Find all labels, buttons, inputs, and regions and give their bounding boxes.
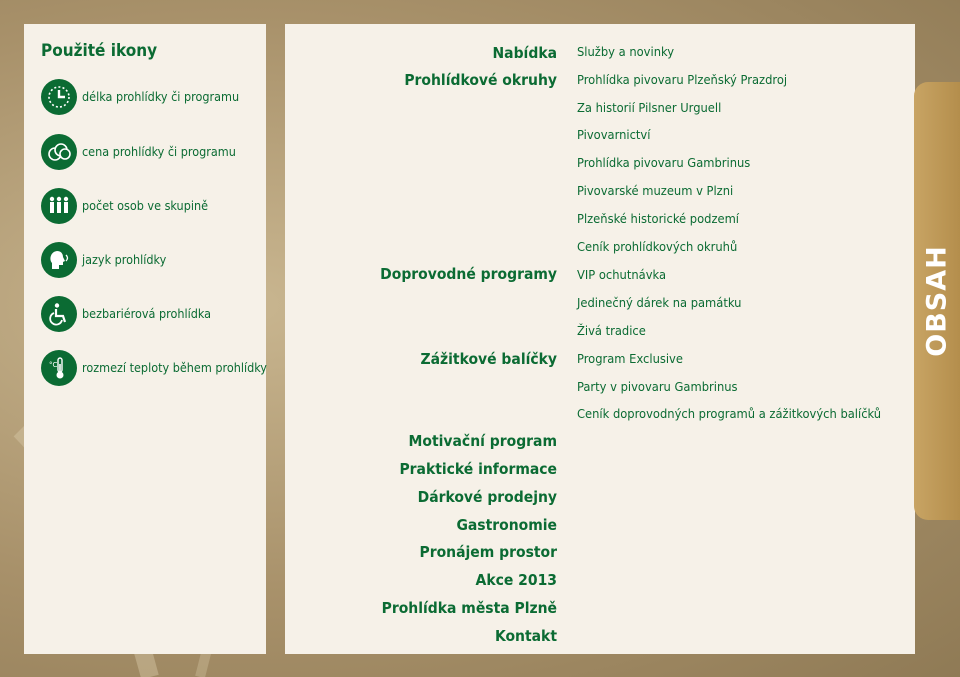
contents-item[interactable]: Pivovarnictví: [577, 128, 651, 143]
legend-item: [41, 188, 261, 228]
legend-item: [41, 134, 261, 174]
section-nabidka[interactable]: Nabídka: [492, 44, 557, 62]
contents-item[interactable]: Ceník prohlídkových okruhů: [577, 240, 738, 255]
contents-item[interactable]: Služby a novinky: [577, 45, 675, 60]
coins-icon: [41, 134, 77, 170]
section-akce[interactable]: Akce 2013: [475, 571, 557, 589]
section-zazitkove-balicky[interactable]: Zážitkové balíčky: [420, 350, 557, 368]
legend-label: počet osob ve skupině: [82, 198, 209, 213]
section-prohlidkove-okruhy[interactable]: Prohlídkové okruhy: [404, 71, 557, 89]
section-prohlidka-mesta[interactable]: Prohlídka města Plzně: [381, 599, 557, 617]
legend-item: [41, 350, 267, 390]
contents-item[interactable]: Prohlídka pivovaru Gambrinus: [577, 156, 751, 171]
contents-item[interactable]: VIP ochutnávka: [577, 268, 667, 283]
section-doprovodne-programy[interactable]: Doprovodné programy: [380, 265, 557, 283]
svg-text:°C: °C: [49, 361, 58, 369]
contents-item[interactable]: Za historií Pilsner Urguell: [577, 101, 722, 116]
section-kontakt[interactable]: Kontakt: [494, 627, 557, 645]
contents-item[interactable]: Živá tradice: [577, 324, 646, 339]
contents-item[interactable]: Prohlídka pivovaru Plzeňský Prazdroj: [577, 73, 788, 88]
contents-item[interactable]: Party v pivovaru Gambrinus: [577, 380, 738, 395]
contents-item[interactable]: Pivovarské muzeum v Plzni: [577, 184, 734, 199]
contents-panel: [285, 24, 915, 654]
clock-icon: [41, 79, 77, 115]
section-darkove-prodejny[interactable]: Dárkové prodejny: [417, 488, 557, 506]
legend-item: [41, 79, 261, 119]
section-pronajem-prostor[interactable]: Pronájem prostor: [419, 543, 557, 561]
contents-tab-label: OBSAH: [921, 245, 953, 357]
thermometer-icon: [41, 350, 77, 386]
wheelchair-icon: [41, 296, 77, 332]
legend-item: [41, 242, 261, 282]
legend-title: Použité ikony: [41, 41, 158, 61]
legend-label: bezbariérová prohlídka: [82, 306, 212, 321]
contents-item[interactable]: Program Exclusive: [577, 352, 683, 367]
section-motivacni-program[interactable]: Motivační program: [408, 432, 557, 450]
contents-item[interactable]: Plzeňské historické podzemí: [577, 212, 739, 227]
contents-item[interactable]: Ceník doprovodných programů a zážitkových balíčků: [577, 407, 882, 422]
legend-label: jazyk prohlídky: [82, 252, 167, 267]
legend-label: délka prohlídky či programu: [82, 89, 240, 104]
legend-item: [41, 296, 261, 336]
legend-label: cena prohlídky či programu: [82, 144, 236, 159]
contents-item[interactable]: Jedinečný dárek na památku: [577, 296, 742, 311]
section-prakticke-informace[interactable]: Praktické informace: [399, 460, 557, 478]
group-icon: [41, 188, 77, 224]
legend-label: rozmezí teploty během prohlídky: [82, 360, 267, 375]
speaking-head-icon: [41, 242, 77, 278]
section-gastronomie[interactable]: Gastronomie: [456, 516, 557, 534]
